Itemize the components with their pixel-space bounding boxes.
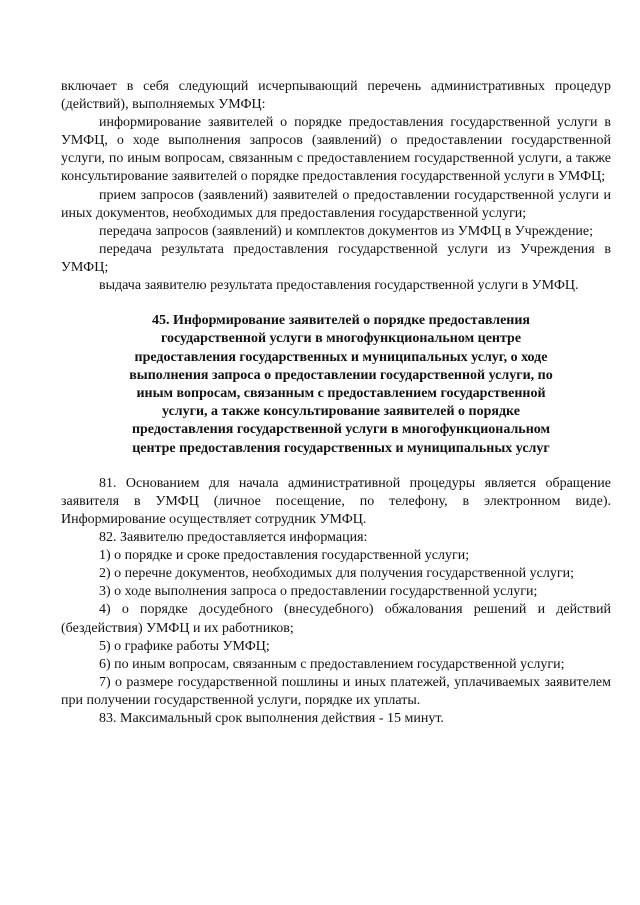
list-item-2: 2) о перечне документов, необходимых для получения государственной услуги; xyxy=(99,566,574,582)
paragraph-83: 83. Максимальный срок выполнения действия - 15 минут. xyxy=(99,710,444,726)
section-45-heading: 45. Информирование заявителей о порядке предоставления государственной услуги в многофункциональном центре предоставления государственных и муниципальных услуг, о ходе выполнения запроса о предоставлении государственной услуги, по иным вопросам, связанным с предоставлением государственной услуги, а также консультирование заявителей о порядке предоставления государственной услуги в многофункциональном центре предоставления государственных и муниципальных услуг xyxy=(129,313,553,456)
paragraph-transfer-requests: передача запросов (заявлений) и комплектов документов из УМФЦ в Учреждение; xyxy=(99,223,594,239)
paragraph-issue-result: выдача заявителю результата предоставления государственной услуги в УМФЦ. xyxy=(99,278,579,294)
list-item-4: 4) о порядке досудебного (внесудебного) обжалования решений и действий (бездействия) УМФЦ и их работников; xyxy=(61,602,611,636)
paragraph-82: 82. Заявителю предоставляется информация: xyxy=(99,530,368,546)
paragraph-transfer-result: передача результата предоставления государственной услуги из Учреждения в УМФЦ; xyxy=(61,241,611,275)
list-item-6: 6) по иным вопросам, связанным с предоставлением государственной услуги; xyxy=(99,656,565,672)
list-item-7: 7) о размере государственной пошлины и иных платежей, уплачиваемых заявителем при получении государственной услуги, порядке их уплаты. xyxy=(61,674,611,708)
paragraph-informing: информирование заявителей о порядке предоставления государственной услуги в УМФЦ, о ходе выполнения запросов (заявлений) о предоставлении государственной услуги, по иным вопросам, связанным с предоставлением государственной услуги, а также консультирование заявителей о порядке предоставления государственной услуги в УМФЦ; xyxy=(61,115,611,185)
document-page xyxy=(61,78,611,728)
list-item-5: 5) о графике работы УМФЦ; xyxy=(99,638,270,654)
list-item-1: 1) о порядке и сроке предоставления государственной услуги; xyxy=(99,548,470,564)
list-item-3: 3) о ходе выполнения запроса о предоставлении государственной услуги; xyxy=(99,584,538,600)
paragraph-81: 81. Основанием для начала административной процедуры является обращение заявителя в УМФЦ (личное посещение, по телефону, в электронном виде). Информирование осуществляет сотрудник УМФЦ. xyxy=(61,475,611,527)
paragraph-reception: прием запросов (заявлений) заявителей о предоставлении государственной услуги и иных документов, необходимых для предоставления государственной услуги; xyxy=(61,187,611,221)
paragraph-procedures-intro: включает в себя следующий исчерпывающий перечень административных процедур (действий), выполняемых УМФЦ: xyxy=(61,79,611,113)
